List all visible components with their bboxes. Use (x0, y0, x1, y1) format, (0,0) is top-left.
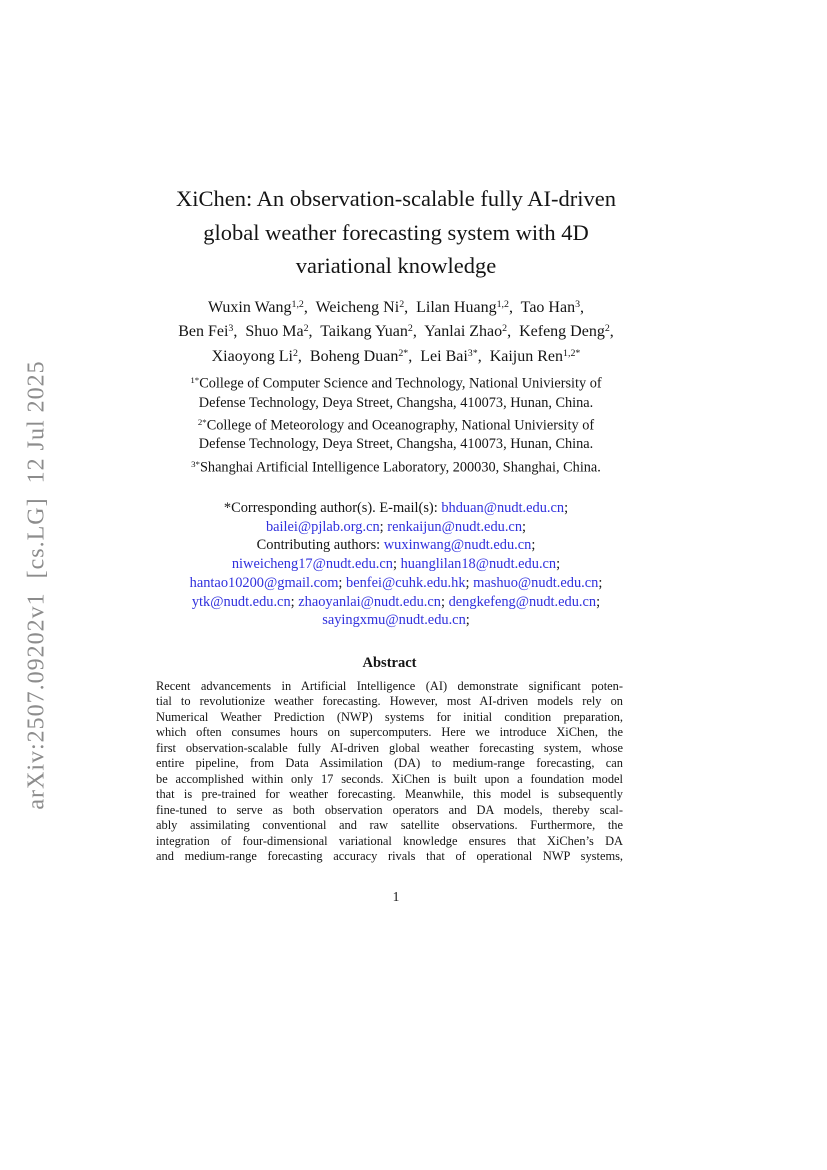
author-affil-superscript: 1,2 (291, 299, 304, 310)
affiliation-superscript: 1* (190, 375, 200, 385)
author-line: Wuxin Wang$^{1,2}$, Weicheng Ni$^2$, Lilan Huang$^{1,2}$, Tao Han$^3$, (207, 298, 585, 316)
author-name: Yanlai Zhao (424, 323, 503, 341)
email-link[interactable]: hantao10200@gmail.com (189, 574, 339, 591)
affiliation-superscript: 3* (191, 458, 200, 469)
contact-text: ; (598, 574, 603, 591)
page-number: 1 (392, 889, 400, 904)
author-affil-superscript: 1,2 (496, 299, 509, 310)
email-link[interactable]: niweicheng17@nudt.edu.cn (231, 556, 393, 573)
author-name: Lei Bai (420, 347, 468, 365)
email-link[interactable]: bhduan@nudt.edu.cn (441, 500, 565, 516)
contact-line (110, 499, 682, 518)
author-affil-superscript: 2 (502, 323, 508, 335)
author-name: Ben Fei (178, 323, 229, 341)
affiliation-line: $^{2*}$College of Meteorology and Oceanography, National Univiersity of (197, 416, 595, 434)
abstract-line: which often consumes hours on supercomputers. Here we introduce XiChen, the (156, 725, 623, 740)
email-link[interactable]: bailei@pjlab.org.cn (265, 518, 380, 535)
abstract-line: integration of four-dimensional variational knowledge ensures that XiChen’s DA (156, 833, 623, 848)
abstract-line: be accomplished within only 17 seconds. XiChen is built upon a foundation model (156, 771, 623, 786)
author-affil-superscript: 2 (399, 299, 405, 310)
contact-text: ; (564, 500, 569, 516)
contact-emails (110, 499, 682, 630)
affiliation-line: $^{3*}$Shanghai Artificial Intelligence Laboratory, 200030, Shanghai, China. (191, 458, 601, 476)
contact-text: ; (392, 556, 401, 573)
affiliation-line: $^{1*}$College of Computer Science and Technology, National Univiersity of (190, 375, 602, 392)
author-name: Wuxin Wang (207, 298, 292, 316)
author-affil-superscript: 2 (604, 323, 610, 335)
email-link[interactable]: wuxinwang@nudt.edu.cn (383, 537, 532, 554)
author-affil-superscript: 2 (407, 323, 413, 335)
affiliation-list (110, 371, 682, 477)
author-affil-superscript: 2 (292, 347, 298, 359)
author-name: Weicheng Ni (315, 298, 400, 316)
email-link[interactable]: renkaijun@nudt.edu.cn (387, 518, 523, 535)
author-name: Boheng Duan (309, 347, 399, 365)
email-link[interactable]: ytk@nudt.edu.cn (191, 593, 291, 610)
abstract-heading: Abstract (362, 655, 417, 671)
author-line: Xiaoyong Li$^2$, Boheng Duan$^{2*}$, Lei Bai$^{3*}$, Kaijun Ren$^{1,2*}$ (211, 347, 581, 365)
email-link[interactable]: sayingxmu@nudt.edu.cn (322, 612, 466, 629)
contact-text: ; (379, 518, 388, 535)
contact-text: ; (465, 612, 470, 629)
author-name: Kaijun Ren (489, 347, 564, 365)
contact-text: ; (522, 518, 527, 535)
affiliation-line: Defense Technology, Deya Street, Changsha, 410073, Hunan, China. (198, 394, 594, 411)
author-name: Kefeng Deng (519, 323, 605, 341)
abstract-body (156, 679, 623, 864)
contact-line (110, 518, 682, 537)
author-list (100, 294, 692, 367)
contact-text: ; (338, 574, 346, 591)
contact-line (110, 555, 682, 574)
author-name: Tao Han (520, 298, 576, 316)
author-name: Taikang Yuan (320, 323, 408, 341)
contact-text: ; (556, 556, 561, 573)
abstract-line: Numerical Weather Prediction (NWP) systems for initial condition preparation, (156, 709, 623, 724)
email-link[interactable]: dengkefeng@nudt.edu.cn (448, 593, 597, 610)
arxiv-watermark: arXiv:2507.09202v1 [cs.LG] 12 Jul 2025 (23, 360, 50, 810)
author-name: Lilan Huang (416, 298, 497, 316)
email-link[interactable]: benfei@cuhk.edu.hk (346, 574, 466, 591)
title-line: global weather forecasting system with 4D (203, 219, 589, 245)
email-link[interactable]: mashuo@nudt.edu.cn (473, 574, 599, 591)
author-affil-superscript: 3* (467, 347, 478, 359)
abstract-line: Recent advancements in Artificial Intelligence (AI) demonstrate significant poten- (156, 679, 623, 693)
contact-text: ; (290, 593, 299, 610)
author-name: Shuo Ma (245, 323, 304, 341)
contact-text: ; (465, 574, 474, 591)
contact-text: ; (531, 537, 536, 554)
abstract-line: tial to revolutionize weather forecasting. However, most AI-driven models rely on (156, 694, 623, 709)
contact-text: ; (440, 593, 449, 610)
author-line: Ben Fei$^3$, Shuo Ma$^2$, Taikang Yuan$^2$, Yanlai Zhao$^2$, Kefeng Deng$^2$, (178, 323, 614, 341)
email-link[interactable]: zhaoyanlai@nudt.edu.cn (298, 593, 441, 610)
contact-text: Contributing authors: (256, 537, 384, 554)
email-link[interactable]: huanglilan18@nudt.edu.cn (400, 556, 557, 573)
author-affil-superscript: 3 (228, 323, 234, 335)
contact-text: *Corresponding author(s). E-mail(s): (223, 500, 442, 516)
affiliation-superscript: 2* (197, 416, 207, 427)
author-name: Xiaoyong Li (211, 347, 293, 365)
author-affil-superscript: 1,2* (563, 347, 581, 359)
affiliation-line: Defense Technology, Deya Street, Changsha, 410073, Hunan, China. (198, 436, 594, 453)
abstract-line: first observation-scalable fully AI-driven global weather forecasting system, whose (156, 740, 623, 755)
author-affil-superscript: 2* (398, 347, 409, 359)
abstract-line: ably assimilating conventional and raw satellite observations. Furthermore, the (156, 818, 623, 833)
abstract-line: entire pipeline, from Data Assimilation (DA) to medium-range forecasting, can (156, 756, 623, 771)
contact-line (110, 574, 682, 593)
author-affil-superscript: 2 (303, 323, 309, 335)
abstract-line: fine-tuned to serve as both observation operators and DA models, thereby scal- (156, 802, 623, 817)
contact-line (110, 536, 682, 555)
abstract-line: and medium-range forecasting accuracy rivals that of operational NWP systems, (156, 848, 623, 863)
contact-line (110, 611, 682, 630)
paper-title (140, 182, 652, 283)
contact-text: ; (596, 593, 601, 610)
title-line: XiChen: An observation-scalable fully AI-driven (176, 186, 616, 211)
abstract-line: that is pre-trained for weather forecasting. Meanwhile, this model is subsequently (156, 787, 623, 802)
title-line: variational knowledge (295, 253, 497, 278)
contact-line (110, 593, 682, 612)
author-affil-superscript: 3 (575, 299, 581, 310)
